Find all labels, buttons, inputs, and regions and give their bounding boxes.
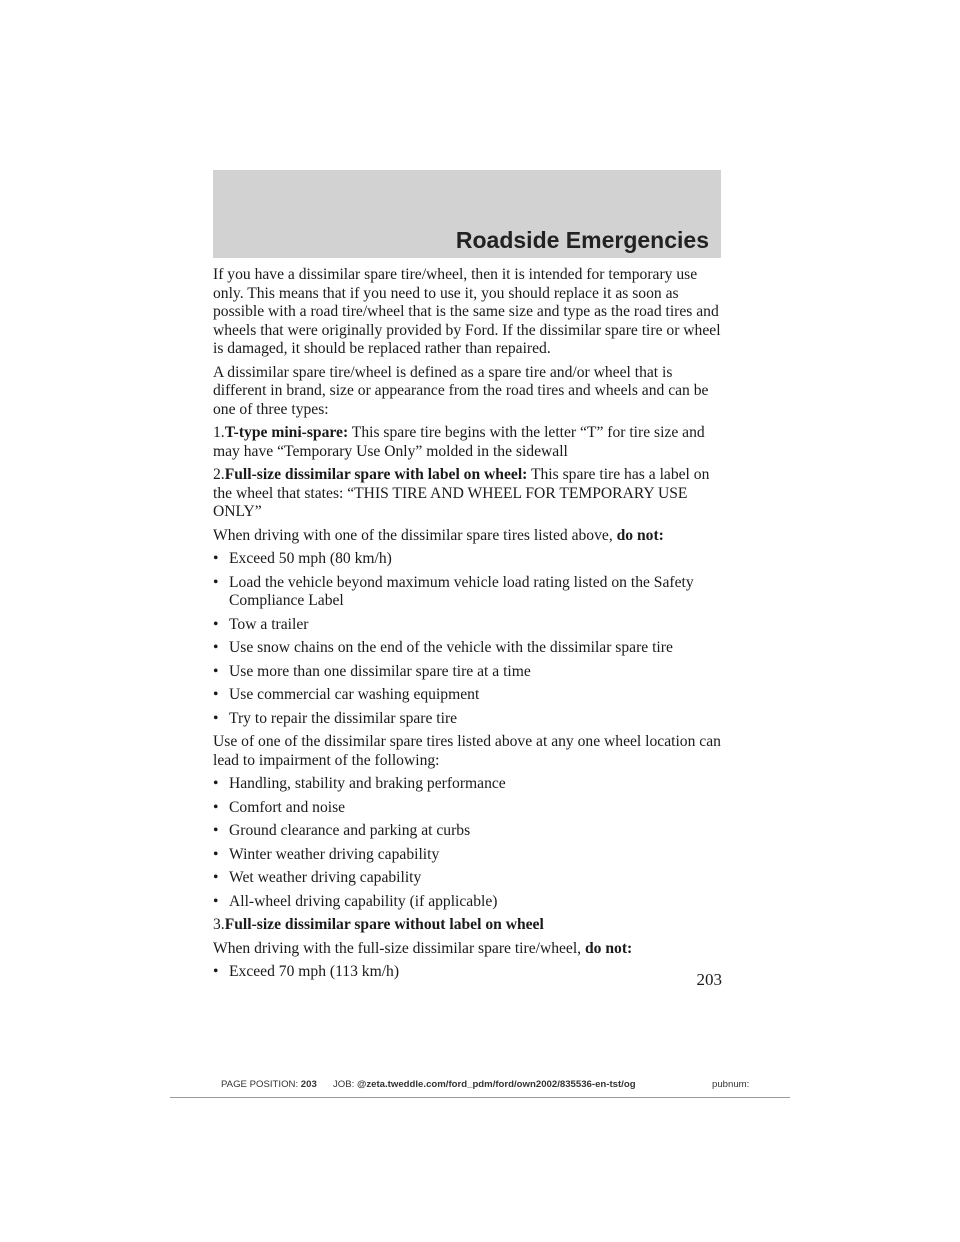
do-not-label: do not: — [584, 939, 633, 957]
bullet-icon: • — [213, 573, 219, 591]
list-item — [213, 574, 723, 611]
type-number: 3. — [213, 916, 225, 933]
type-number: 1. — [213, 424, 225, 441]
list-item-text: Winter weather driving capability — [229, 845, 440, 863]
footer-pubnum-label: pubnum: — [712, 1079, 750, 1090]
bullet-icon: • — [213, 550, 219, 567]
type-heading: Full-size dissimilar spare without label on wheel — [224, 916, 544, 933]
paragraph-do-not-intro — [213, 527, 723, 546]
list-item — [213, 616, 723, 635]
bullet-icon: • — [213, 798, 219, 816]
footer-job-value: @zeta.tweddle.com/ford_pdm/ford/own2002/835536-en-tst/og — [357, 1079, 636, 1090]
bullet-icon: • — [213, 709, 219, 727]
bullet-icon: • — [213, 963, 219, 980]
list-item-text: Try to repair the dissimilar spare tire — [229, 709, 458, 727]
list-item-text: Use more than one dissimilar spare tire at a time — [229, 662, 531, 680]
bullet-icon: • — [213, 775, 219, 792]
type-description: This spare tire begins with the letter “T” for tire size and may have “Temporary Use Only” molded in the sidewall — [213, 424, 705, 460]
type-heading: Full-size dissimilar spare with label on wheel: — [224, 466, 528, 483]
type-number: 2. — [213, 466, 225, 483]
list-item — [213, 639, 723, 658]
list-item — [213, 893, 723, 912]
page-content — [213, 266, 723, 987]
list-item-text: Comfort and noise — [229, 798, 346, 816]
type-item-full-size-labeled — [213, 466, 723, 522]
bullet-icon: • — [213, 686, 219, 703]
type-heading: T-type mini-spare: — [224, 424, 349, 441]
paragraph-intended-use: If you have a dissimilar spare tire/wheel, then it is intended for temporary use only. This means that if you need to use it, you should replace it as soon as possible with a road tire/wheel that is the same size and type as the road tires and wheels that were originally provided by Ford. If the dissimilar spare tire or wheel is damaged, it should be replaced rather than repaired. — [213, 266, 721, 357]
list-item — [213, 550, 723, 569]
list-item-text: Use commercial car washing equipment — [229, 686, 480, 703]
bullet-icon: • — [213, 845, 219, 863]
footer-position-value: 203 — [300, 1079, 317, 1090]
list-item — [213, 686, 723, 705]
footer-job — [333, 1079, 636, 1090]
bullet-list-do-not — [213, 550, 723, 728]
section-header-band — [213, 170, 721, 258]
bullet-icon: • — [213, 892, 219, 910]
list-item-text: Exceed 50 mph (80 km/h) — [229, 550, 392, 567]
type-item-t-type — [213, 424, 723, 461]
list-item-text: Ground clearance and parking at curbs — [229, 822, 471, 839]
list-item — [213, 963, 723, 982]
footer-position-label: PAGE POSITION: — [221, 1079, 299, 1090]
print-footer — [221, 1079, 791, 1090]
list-item-text: Use snow chains on the end of the vehicle with the dissimilar spare tire — [229, 639, 673, 656]
footer-job-label: JOB: — [333, 1079, 355, 1090]
bullet-list-full-size — [213, 963, 723, 982]
list-item-text: Handling, stability and braking performance — [229, 775, 506, 792]
paragraph-definition: A dissimilar spare tire/wheel is defined as a spare tire and/or wheel that is different in brand, size or appearance from the road tires and wheels and can be one of three types: — [213, 363, 709, 418]
list-item — [213, 846, 723, 865]
section-title: Roadside Emergencies — [455, 227, 709, 253]
list-item — [213, 799, 723, 818]
do-not-label: do not: — [616, 526, 664, 544]
bullet-list-impairment — [213, 775, 723, 911]
list-item — [213, 710, 723, 729]
bullet-icon: • — [213, 869, 219, 886]
bullet-icon: • — [213, 662, 219, 680]
list-item-text: All-wheel driving capability (if applicable) — [229, 892, 498, 910]
paragraph-full-size-do-not — [213, 940, 723, 959]
type-item-full-size-unlabeled — [213, 916, 723, 935]
list-item — [213, 775, 723, 794]
list-item-text: Wet weather driving capability — [229, 869, 422, 886]
list-item — [213, 822, 723, 841]
bullet-icon: • — [213, 822, 219, 839]
list-item — [213, 663, 723, 682]
list-item-text: Exceed 70 mph (113 km/h) — [229, 963, 400, 980]
page-number: 203 — [696, 970, 722, 989]
list-item-text: Tow a trailer — [229, 615, 309, 633]
bullet-icon: • — [213, 639, 219, 656]
intro-text: When driving with one of the dissimilar spare tires listed above, — [213, 526, 617, 544]
type-description: This spare tire has a label on the wheel that states: “THIS TIRE AND WHEEL FOR TEMPORARY USE ONLY” — [213, 466, 710, 520]
paragraph-impairment-intro: Use of one of the dissimilar spare tires listed above at any one wheel location can lead to impairment of the following: — [213, 733, 721, 769]
footer-divider — [170, 1097, 790, 1098]
list-item-text: Load the vehicle beyond maximum vehicle load rating listed on the Safety Compliance Label — [229, 573, 694, 609]
intro-text: When driving with the full-size dissimilar spare tire/wheel, — [213, 939, 585, 957]
list-item — [213, 869, 723, 888]
bullet-icon: • — [213, 615, 219, 633]
